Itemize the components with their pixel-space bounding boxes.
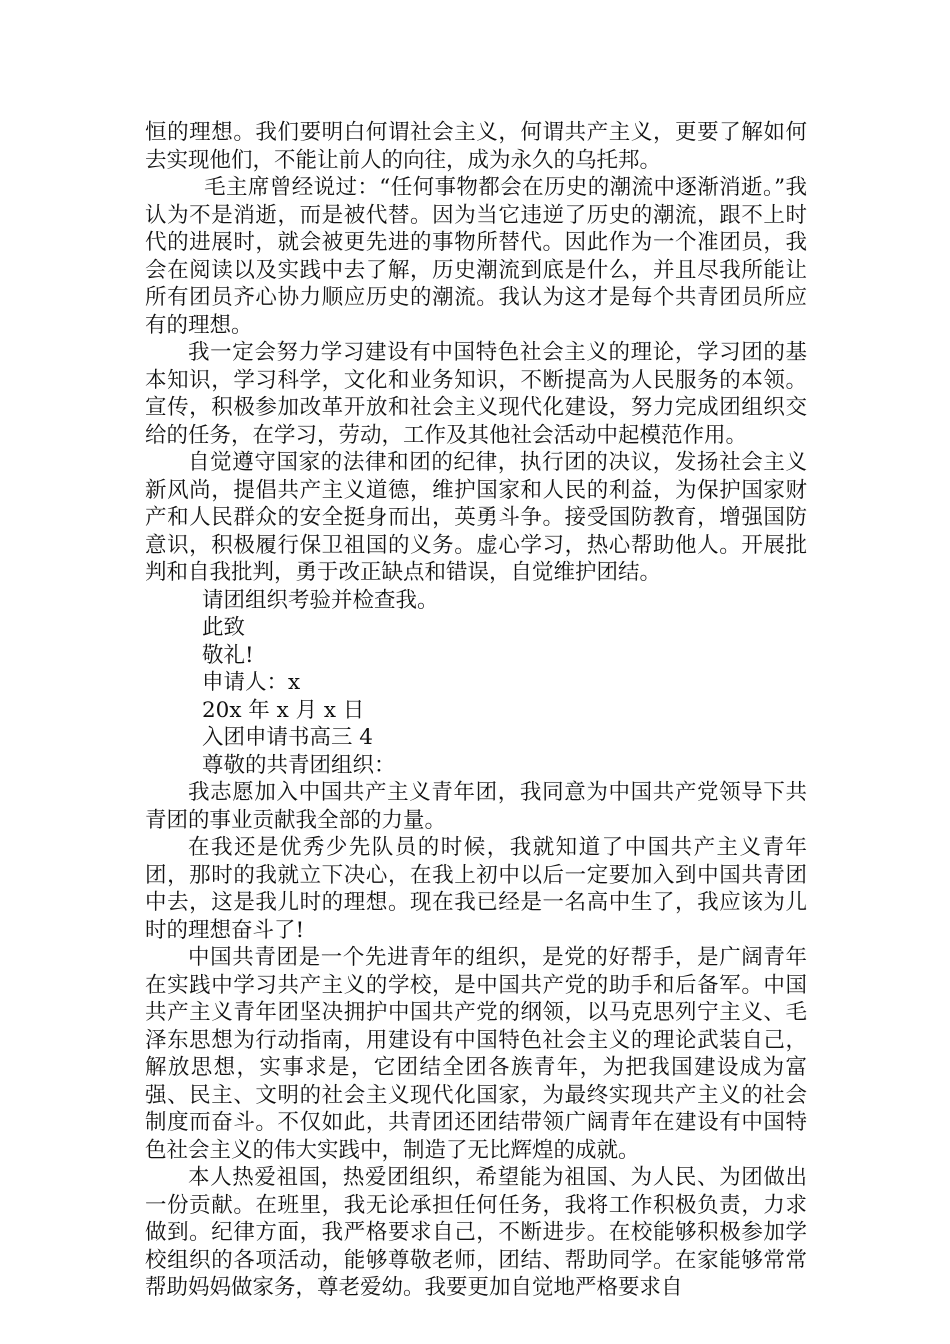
closing-jingli: 敬礼! <box>201 642 254 668</box>
paragraph-discipline: 自觉遵守国家的法律和团的纪律，执行团的决议，发扬社会主义新风尚，提倡共产主义道德，维护国家和人民的利益，为保护国家财产和人民群众的安全挺身而出，英勇斗争。接受国防教育，增强国防意识，积极履行保卫祖国的义务。虚心学习，热心帮助他人。开展批判和自我批判，勇于改正缺点和错误，自觉维护团结。 <box>145 450 807 585</box>
paragraph-league-intro: 中国共青团是一个先进青年的组织，是党的好帮手，是广阔青年在实践中学习共产主义的学校，是中国共产党的助手和后备军。中国共产主义青年团坚决拥护中国共产党的纲领，以马克思列宁主义、毛泽东思想为行动指南，用建设有中国特色社会主义的理论武装自己，解放思想，实事求是，它团结全团各族青年，为把我国建设成为富强、民主、文明的社会主义现代化国家，为最终实现共产主义的社会制度而奋斗。不仅如此，共青团还团结带领广阔青年在建设有中国特色社会主义的伟大实践中，制造了无比辉煌的成就。 <box>145 945 807 1163</box>
closing-cizhi: 此致 <box>201 615 245 640</box>
applicant-line: 申请人：x <box>201 670 301 695</box>
paragraph-volunteer: 我志愿加入中国共产主义青年团，我同意为中国共产党领导下共青团的事业贡献我全部的力量。 <box>145 780 807 833</box>
paragraph-continued: 恒的理想。我们要明白何谓社会主义，何谓共产主义，更要了解如何去实现他们，不能让前人的向往，成为永久的乌托邦。 <box>145 120 807 173</box>
paragraph-self-intro: 本人热爱祖国，热爱团组织，希望能为祖国、为人民、为团做出一份贡献。在班里，我无论承担任何任务，我将工作积极负责，力求做到。纪律方面，我严格要求自己，不断进步。在校能够积极参加学校组织的各项活动，能够尊敬老师，团结、帮助同学。在家能够常常帮助妈妈做家务，尊老爱幼。我要更加自觉地严格要求自 <box>145 1165 807 1300</box>
salutation: 尊敬的共青团组织： <box>201 752 396 778</box>
paragraph-mao-quote: 毛主席曾经说过：“任何事物都会在历史的潮流中逐渐消逝。”我认为不是消逝，而是被代替。因为当它违逆了历史的潮流，跟不上时代的进展时，就会被更先进的事物所替代。因此作为一个准团员，我会在阅读以及实践中去了解，历史潮流到底是什么，并且尽我所能让所有团员齐心协力顺应历史的潮流。我认为这才是每个共青团员所应有的理想。 <box>145 175 807 338</box>
document-page <box>145 119 807 1302</box>
section-title: 入团申请书高三 4 <box>201 725 373 750</box>
paragraph-study-pledge: 我一定会努力学习建设有中国特色社会主义的理论，学习团的基本知识，学习科学，文化和业务知识，不断提高为人民服务的本领。宣传，积极参加改革开放和社会主义现代化建设，努力完成团组织交给的任务，在学习，劳动，工作及其他社会活动中起模范作用。 <box>145 340 807 448</box>
paragraph-childhood: 在我还是优秀少先队员的时候，我就知道了中国共产主义青年团，那时的我就立下决心，在我上初中以后一定要加入到中国共青团中去，这是我儿时的理想。现在我已经是一名高中生了，我应该为儿时的理想奋斗了! <box>145 835 807 943</box>
date-line: 20x 年 x 月 x 日 <box>201 697 365 723</box>
request-line: 请团组织考验并检查我。 <box>201 587 439 613</box>
